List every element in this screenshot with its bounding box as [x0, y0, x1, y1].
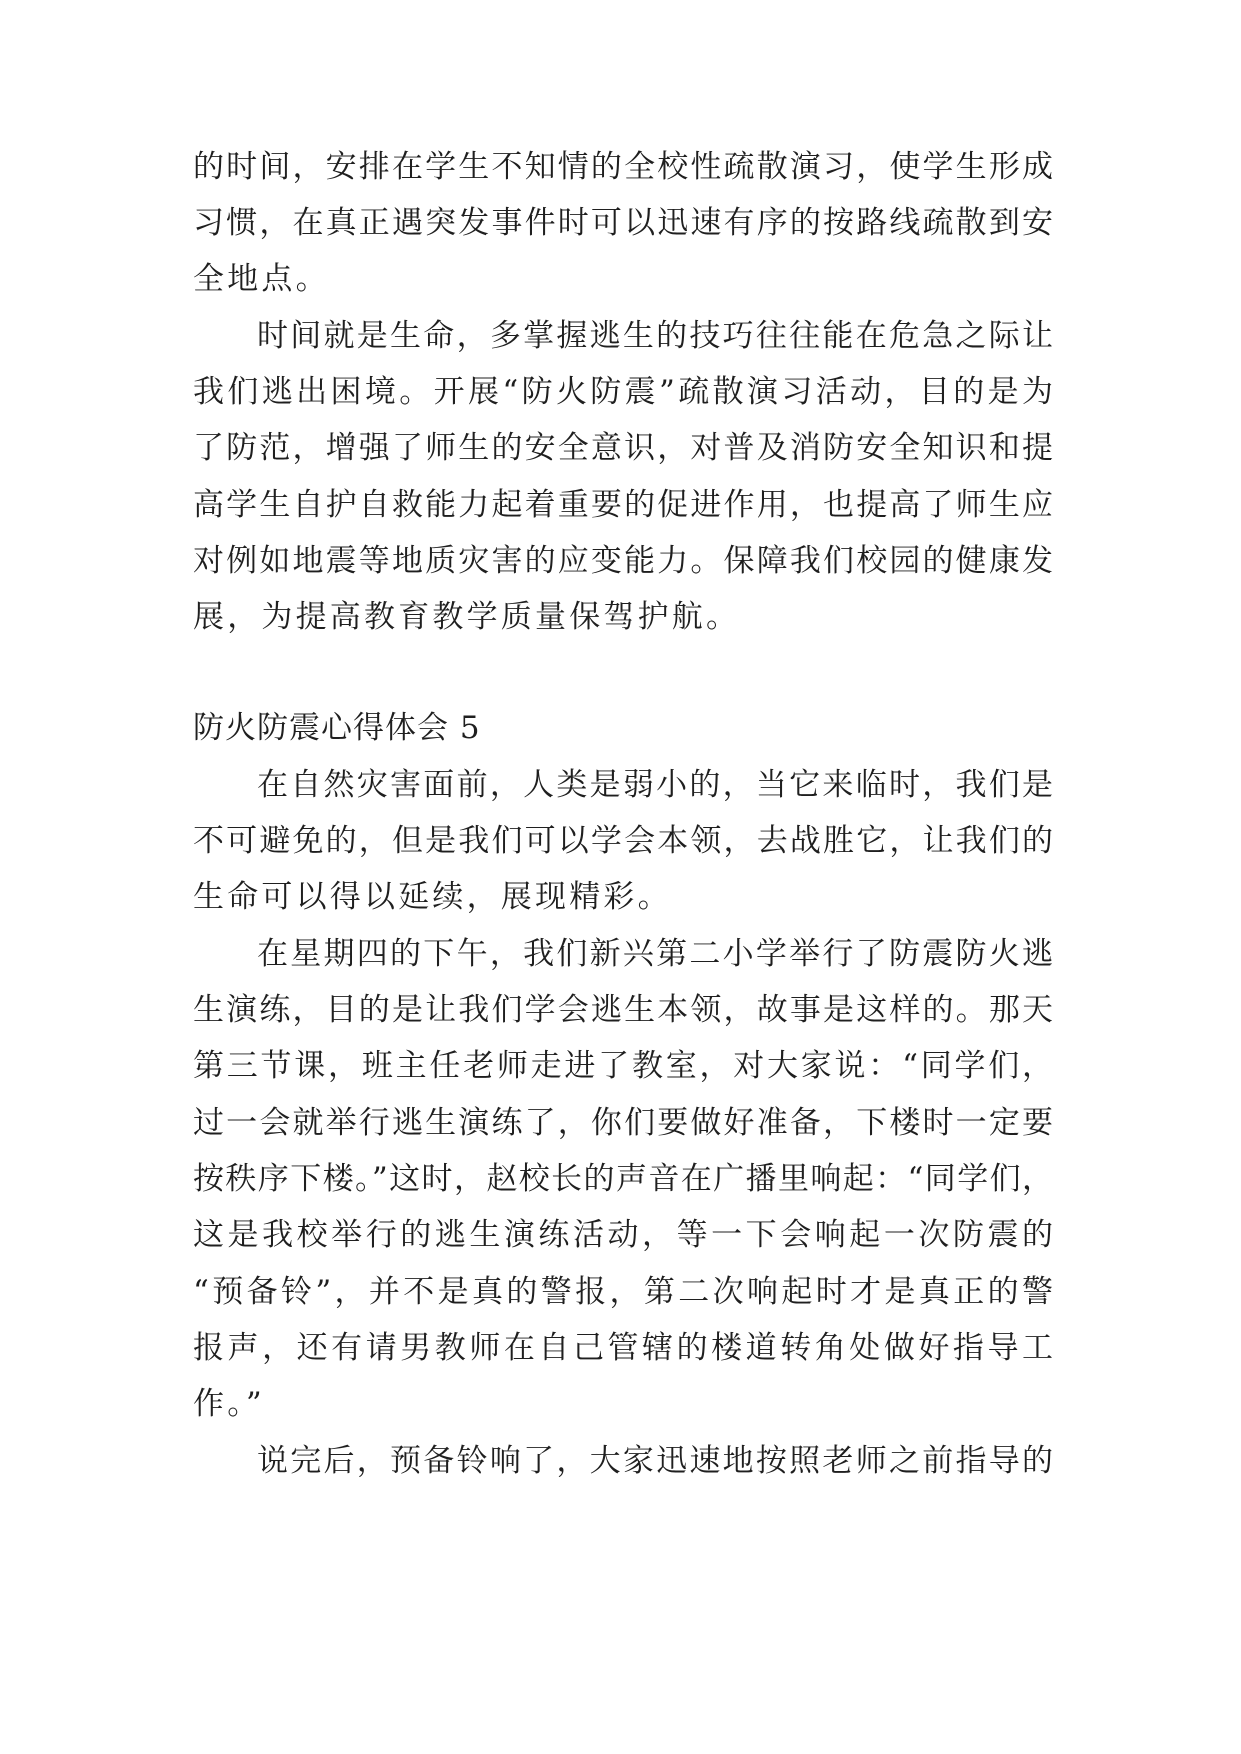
text-line: “预备铃”，并不是真的警报，第二次响起时才是真正的警 — [193, 1274, 1053, 1310]
section-title: 防火防震心得体会 5 — [193, 710, 481, 746]
paragraph-first-line: 在自然灾害面前，人类是弱小的，当它来临时，我们是 — [257, 767, 1053, 803]
text-line: 第三节课，班主任老师走进了教室，对大家说：“同学们， — [193, 1048, 1053, 1084]
text-line: 展，为提高教育教学质量保驾护航。 — [193, 599, 741, 635]
paragraph-first-line: 在星期四的下午，我们新兴第二小学举行了防震防火逃 — [257, 936, 1053, 972]
text-line: 高学生自护自救能力起着重要的促进作用，也提高了师生应 — [193, 487, 1053, 523]
paragraph-first-line: 时间就是生命，多掌握逃生的技巧往往能在危急之际让 — [257, 318, 1053, 354]
text-line: 作。” — [193, 1386, 265, 1422]
text-line: 了防范，增强了师生的安全意识，对普及消防安全知识和提 — [193, 430, 1053, 466]
text-line: 生演练，目的是让我们学会逃生本领，故事是这样的。那天 — [193, 992, 1053, 1028]
text-line: 报声，还有请男教师在自己管辖的楼道转角处做好指导工 — [193, 1330, 1053, 1366]
text-line: 全地点。 — [193, 261, 330, 297]
text-line: 我们逃出困境。开展“防火防震”疏散演习活动，目的是为 — [193, 374, 1053, 410]
text-line: 生命可以得以延续，展现精彩。 — [193, 879, 672, 915]
text-line: 对例如地震等地质灾害的应变能力。保障我们校园的健康发 — [193, 543, 1053, 579]
text-line: 按秩序下楼。”这时，赵校长的声音在广播里响起：“同学们， — [193, 1161, 1053, 1197]
text-line: 这是我校举行的逃生演练活动，等一下会响起一次防震的 — [193, 1217, 1053, 1253]
text-line: 习惯，在真正遇突发事件时可以迅速有序的按路线疏散到安 — [193, 205, 1053, 241]
text-line: 过一会就举行逃生演练了，你们要做好准备，下楼时一定要 — [193, 1105, 1053, 1141]
text-line: 不可避免的，但是我们可以学会本领，去战胜它，让我们的 — [193, 823, 1053, 859]
paragraph-first-line: 说完后，预备铃响了，大家迅速地按照老师之前指导的 — [257, 1443, 1053, 1479]
text-line: 的时间，安排在学生不知情的全校性疏散演习，使学生形成 — [193, 149, 1053, 185]
